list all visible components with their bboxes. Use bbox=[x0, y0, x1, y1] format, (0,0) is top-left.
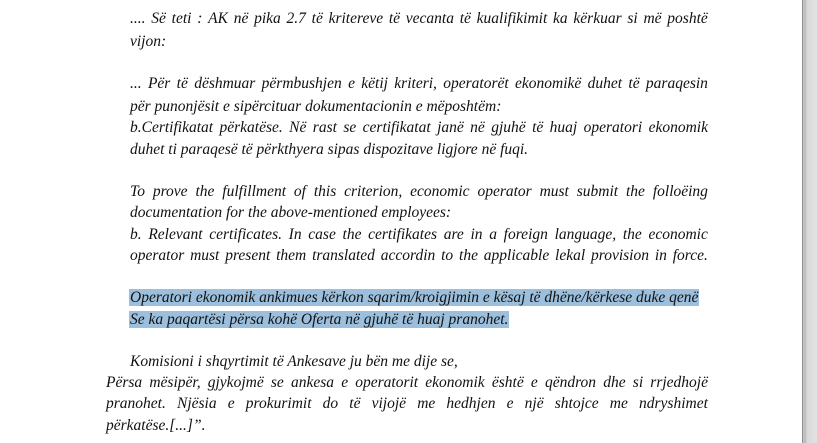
word: poshtë bbox=[667, 10, 708, 27]
paragraph-1-line-1 bbox=[130, 8, 708, 29]
word: Në bbox=[289, 119, 307, 136]
word: si bbox=[632, 374, 644, 391]
word: do bbox=[322, 395, 339, 412]
paragraph-4-line-3 bbox=[106, 393, 708, 414]
word: me bbox=[417, 395, 436, 412]
word: të bbox=[349, 395, 361, 412]
word: translated bbox=[312, 247, 375, 264]
word: operatorit bbox=[355, 374, 419, 391]
word: folloëing bbox=[652, 183, 708, 200]
paragraph-3-line-1 bbox=[130, 181, 708, 202]
paragraph-2-line-3 bbox=[130, 117, 708, 138]
word: si bbox=[627, 10, 638, 27]
word: foreign bbox=[503, 226, 548, 243]
word: operator bbox=[130, 247, 185, 264]
word: fulfillment bbox=[222, 183, 286, 200]
word: gjykojmë bbox=[207, 374, 264, 391]
word: : bbox=[197, 10, 203, 27]
word: must bbox=[539, 183, 569, 200]
word: to bbox=[441, 247, 454, 264]
word: AK bbox=[208, 10, 228, 27]
word: b.Certifikatat bbox=[130, 119, 214, 136]
word: të bbox=[388, 10, 401, 27]
word: certificates. bbox=[209, 226, 282, 243]
word: in bbox=[654, 247, 667, 264]
word: e bbox=[227, 395, 235, 412]
word: ekonomikë bbox=[515, 75, 582, 92]
word: këtij bbox=[361, 75, 388, 92]
word: criterion, bbox=[344, 183, 403, 200]
word: the bbox=[622, 226, 642, 243]
word: vijojë bbox=[371, 395, 407, 412]
word: case bbox=[308, 226, 336, 243]
word: kërkuar bbox=[573, 10, 622, 27]
word: paraqesin bbox=[645, 75, 708, 92]
word: a bbox=[489, 226, 497, 243]
word: dhe bbox=[603, 374, 626, 391]
paragraph-2-line-2: për punonjësit e sipërcituar dokumentacionin e mëposhtëm: bbox=[130, 98, 502, 115]
word: prove bbox=[152, 183, 188, 200]
word: të bbox=[176, 75, 188, 92]
word: in bbox=[470, 226, 483, 243]
word: applicable bbox=[483, 247, 550, 264]
word: the bbox=[342, 226, 362, 243]
word: rast bbox=[312, 119, 337, 136]
paragraph-3-line-3 bbox=[130, 224, 708, 245]
word: ndryshimet bbox=[639, 395, 708, 412]
word: teti bbox=[171, 10, 192, 27]
word: më bbox=[643, 10, 662, 27]
highlighted-line-2 bbox=[129, 309, 509, 330]
word: një bbox=[524, 395, 544, 412]
word: economic bbox=[410, 183, 470, 200]
word: pranohet. bbox=[106, 395, 166, 412]
word: must bbox=[190, 247, 220, 264]
word: përmbushjen bbox=[261, 75, 342, 92]
paragraph-2-line-1 bbox=[130, 73, 708, 94]
word: Njësia bbox=[176, 395, 217, 412]
word: kritereve bbox=[328, 10, 384, 27]
word: ekonomik bbox=[425, 374, 485, 391]
paragraph-2-line-4: duhet ti paraqesë të përkthyera sipas dispozitave ligjore në fuqi. bbox=[130, 141, 529, 158]
word: të bbox=[311, 10, 323, 27]
paragraph-4-line-4: përkatëse.[...]”. bbox=[106, 417, 206, 434]
word: hedhjen bbox=[446, 395, 496, 412]
word: të bbox=[532, 119, 544, 136]
word: e bbox=[530, 374, 538, 391]
word: ekonomik bbox=[648, 119, 708, 136]
word: b. bbox=[130, 226, 142, 243]
word: kriteri, bbox=[394, 75, 437, 92]
word: se bbox=[343, 119, 357, 136]
word: e bbox=[341, 374, 349, 391]
word: në bbox=[233, 10, 249, 27]
word: the bbox=[195, 183, 215, 200]
word: Së bbox=[151, 10, 166, 27]
word: rrjedhojë bbox=[650, 374, 708, 391]
word: provision bbox=[591, 247, 649, 264]
word: certifikates bbox=[368, 226, 438, 243]
word: certifikatat bbox=[362, 119, 431, 136]
word: .... bbox=[130, 10, 146, 27]
word: operator bbox=[477, 183, 532, 200]
word: language, bbox=[554, 226, 617, 243]
word: the bbox=[626, 183, 645, 200]
word: të bbox=[459, 10, 471, 27]
word: e bbox=[348, 75, 355, 92]
word: Për bbox=[147, 75, 171, 92]
word: operatorët bbox=[443, 75, 509, 92]
word: of bbox=[293, 183, 306, 200]
word: them bbox=[276, 247, 307, 264]
word: accordin bbox=[380, 247, 436, 264]
word: është bbox=[491, 374, 524, 391]
paragraph-1-line-2: vijon: bbox=[130, 33, 167, 50]
word: submit bbox=[576, 183, 619, 200]
word: economic bbox=[648, 226, 708, 243]
word: mësipër, bbox=[149, 374, 201, 391]
word: prokurimit bbox=[245, 395, 312, 412]
word: are bbox=[443, 226, 464, 243]
word: gjuhë bbox=[491, 119, 526, 136]
viewer-background-strip bbox=[803, 0, 817, 443]
word: në bbox=[470, 119, 485, 136]
word: Përsa bbox=[106, 374, 143, 391]
word: this bbox=[313, 183, 337, 200]
word: In bbox=[288, 226, 302, 243]
word: ... bbox=[130, 75, 142, 92]
word: me bbox=[609, 395, 628, 412]
word: lekal bbox=[555, 247, 586, 264]
word: përkatëse. bbox=[219, 119, 283, 136]
word: force. bbox=[672, 247, 708, 264]
paragraph-4-line-2 bbox=[106, 372, 708, 393]
word: ka bbox=[553, 10, 568, 27]
word: e bbox=[506, 395, 514, 412]
word: present bbox=[225, 247, 271, 264]
paragraph-4-line-1: Komisioni i shqyrtimit të Ankesave ju bën me dije se, bbox=[130, 353, 458, 370]
word: duhet bbox=[587, 75, 623, 92]
word: vecanta bbox=[405, 10, 454, 27]
word: operatori bbox=[583, 119, 643, 136]
highlighted-line-1 bbox=[129, 287, 699, 308]
word: shtojce bbox=[554, 395, 599, 412]
word: the bbox=[459, 247, 478, 264]
word: janë bbox=[437, 119, 464, 136]
word: dëshmuar bbox=[194, 75, 256, 92]
word: të bbox=[628, 75, 640, 92]
highlighted-text-1[interactable]: Operatori ekonomik ankimues kërkon sqarim/kroigjimin e kësaj të dhëne/kërkese duke qenë bbox=[130, 289, 699, 306]
paragraph-3-line-4 bbox=[130, 245, 708, 266]
word: qëndron bbox=[544, 374, 597, 391]
word: 2.7 bbox=[286, 10, 306, 27]
highlighted-text-2[interactable]: Se ka paqartësi përsa kohë Oferta në gjuhë të huaj pranohet. bbox=[130, 311, 509, 328]
word: se bbox=[270, 374, 284, 391]
word: huaj bbox=[549, 119, 578, 136]
word: pika bbox=[254, 10, 281, 27]
word: ankesa bbox=[290, 374, 335, 391]
word: Relevant bbox=[148, 226, 203, 243]
word: kualifikimit bbox=[476, 10, 548, 27]
word: To bbox=[130, 183, 145, 200]
paragraph-3-line-2: documentation for the above-mentioned employees: bbox=[130, 204, 452, 221]
